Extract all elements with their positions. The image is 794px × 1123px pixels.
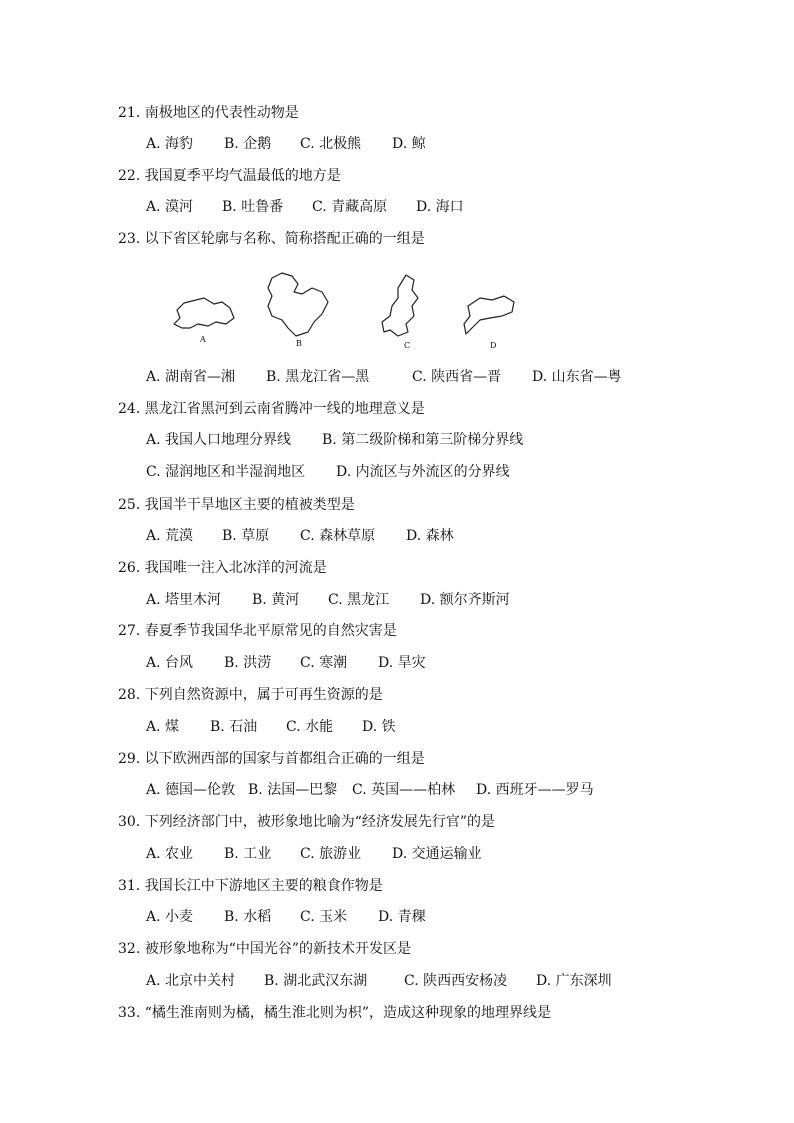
question-31-options [146, 908, 426, 926]
option-c: C. 湿润地区和半湿润地区 [146, 464, 306, 480]
option-a: A. 台风 [146, 655, 194, 671]
option-a: A. 湖南省—湘 [146, 369, 236, 385]
option-d: D. 森林 [406, 528, 454, 544]
option-b: B. 湖北武汉东湖 [264, 973, 368, 989]
option-b: B. 黄河 [252, 592, 300, 608]
option-c: C. 青藏高原 [312, 199, 388, 215]
question-29-options [146, 781, 594, 799]
question-21-stem: 21. 南极地区的代表性动物是 [118, 105, 299, 121]
question-33-stem: 33. “橘生淮南则为橘，橘生淮北则为枳”，造成这种现象的地理界线是 [118, 1005, 552, 1021]
option-b: B. 工业 [224, 846, 272, 862]
option-b: B. 草原 [222, 528, 270, 544]
option-c: C. 森林草原 [300, 528, 376, 544]
question-28-options [146, 718, 396, 736]
option-c: C. 英国——柏林 [352, 782, 456, 798]
option-c: C. 玉米 [300, 909, 348, 925]
question-24-options-row2 [146, 463, 510, 481]
question-22-stem: 22. 我国夏季平均气温最低的地方是 [118, 168, 341, 184]
question-23-stem: 23. 以下省区轮廓与名称、简称搭配正确的一组是 [118, 231, 425, 247]
question-29-stem: 29. 以下欧洲西部的国家与首都组合正确的一组是 [118, 751, 425, 767]
option-d: D. 西班牙——罗马 [476, 782, 594, 798]
outline-d [464, 296, 514, 334]
option-d: D. 内流区与外流区的分界线 [336, 464, 510, 480]
option-c: C. 黑龙江 [328, 592, 390, 608]
option-c: C. 陕西省—晋 [412, 369, 502, 385]
option-a: A. 德国—伦敦 [146, 782, 236, 798]
option-d: D. 铁 [362, 719, 396, 735]
option-c: C. 寒潮 [300, 655, 348, 671]
option-d: D. 广东深圳 [536, 973, 612, 989]
question-31-stem: 31. 我国长江中下游地区主要的粮食作物是 [118, 878, 383, 894]
option-d: D. 鲸 [392, 136, 426, 152]
option-a: A. 煤 [146, 719, 180, 735]
question-25-stem: 25. 我国半干旱地区主要的植被类型是 [118, 497, 355, 513]
option-d: D. 青稞 [378, 909, 426, 925]
question-28-stem: 28. 下列自然资源中，属于可再生资源的是 [118, 687, 383, 703]
option-d: D. 旱灾 [378, 655, 426, 671]
option-b: B. 第二级阶梯和第三阶梯分界线 [322, 432, 524, 448]
option-a: A. 小麦 [146, 909, 194, 925]
option-b: B. 法国—巴黎 [248, 782, 338, 798]
question-32-options [146, 972, 612, 990]
option-a: A. 我国人口地理分界线 [146, 432, 292, 448]
map-label-d: D [490, 341, 497, 350]
province-outlines-svg [168, 270, 538, 355]
option-a: A. 海豹 [146, 136, 194, 152]
outline-c [382, 275, 418, 336]
map-label-a: A [200, 335, 206, 344]
option-b: B. 石油 [210, 719, 258, 735]
option-a: A. 漠河 [146, 199, 194, 215]
question-24-options [146, 431, 523, 449]
map-label-c: C [404, 341, 411, 350]
option-a: A. 荒漠 [146, 528, 194, 544]
question-24-stem: 24. 黑龙江省黑河到云南省腾冲一线的地理意义是 [118, 401, 425, 417]
question-26-options [146, 591, 510, 609]
option-c: C. 水能 [286, 719, 334, 735]
question-32-stem: 32. 被形象地称为“中国光谷”的新技术开发区是 [118, 941, 412, 957]
option-c: C. 北极熊 [300, 136, 362, 152]
option-d: D. 海口 [416, 199, 464, 215]
question-23-options [146, 368, 622, 386]
option-b: B. 企鹅 [224, 136, 272, 152]
province-outline-figure [168, 270, 538, 355]
question-21-options [146, 135, 426, 153]
option-b: B. 吐鲁番 [222, 199, 284, 215]
outline-b [268, 273, 328, 336]
question-22-options [146, 198, 464, 216]
question-27-options [146, 654, 426, 672]
question-26-stem: 26. 我国唯一注入北冰洋的河流是 [118, 560, 327, 576]
map-label-b: B [296, 339, 302, 348]
option-a: A. 北京中关村 [146, 973, 236, 989]
option-a: A. 农业 [146, 846, 194, 862]
option-b: B. 水稻 [224, 909, 272, 925]
question-25-options [146, 527, 454, 545]
question-30-options [146, 845, 482, 863]
option-d: D. 额尔齐斯河 [420, 592, 510, 608]
option-a: A. 塔里木河 [146, 592, 222, 608]
option-d: D. 山东省—粤 [532, 369, 622, 385]
question-30-stem: 30. 下列经济部门中，被形象地比喻为“经济发展先行官”的是 [118, 814, 496, 830]
option-c: C. 旅游业 [300, 846, 362, 862]
option-c: C. 陕西西安杨凌 [404, 973, 508, 989]
option-b: B. 洪涝 [224, 655, 272, 671]
option-b: B. 黑龙江省—黑 [266, 369, 370, 385]
outline-a [174, 298, 234, 328]
question-27-stem: 27. 春夏季节我国华北平原常见的自然灾害是 [118, 623, 397, 639]
option-d: D. 交通运输业 [392, 846, 482, 862]
